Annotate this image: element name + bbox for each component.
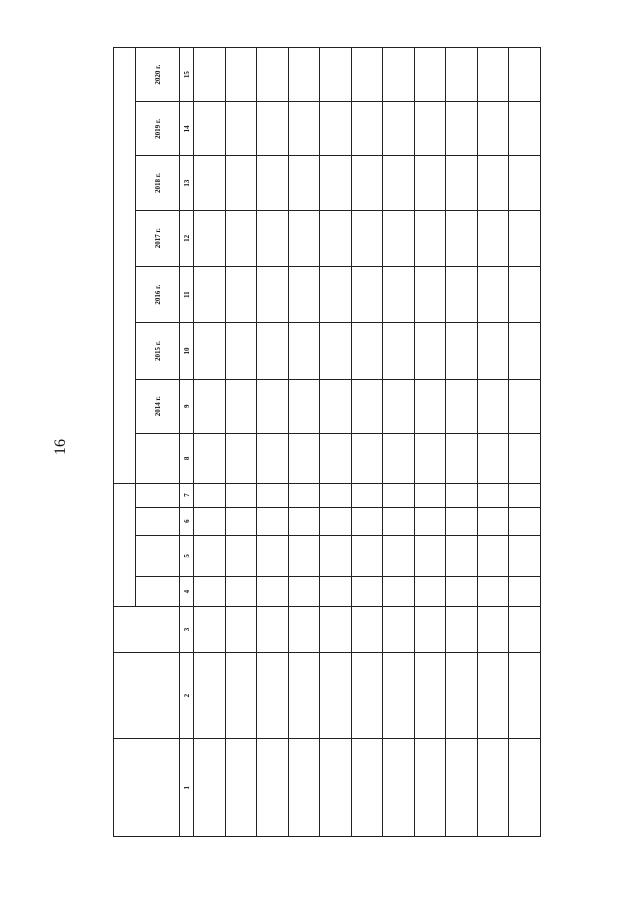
table-cell <box>446 535 478 576</box>
table-cell <box>257 323 289 379</box>
table-cell <box>414 535 446 576</box>
table-cell <box>225 607 257 653</box>
table-row <box>257 48 289 837</box>
table-cell <box>414 323 446 379</box>
table-cell <box>320 483 352 507</box>
table-row <box>446 48 478 837</box>
table-cell <box>477 739 509 837</box>
table-cell <box>477 379 509 433</box>
table-cell <box>288 323 320 379</box>
table-cell <box>288 507 320 535</box>
header-row-1 <box>114 48 136 837</box>
year-header: 2018 г. <box>136 156 180 210</box>
table-cell <box>414 607 446 653</box>
table-cell <box>194 739 226 837</box>
table-cell <box>383 652 415 739</box>
table-cell <box>414 102 446 156</box>
table-cell <box>288 156 320 210</box>
table-cell <box>257 535 289 576</box>
table-cell <box>383 156 415 210</box>
table-cell <box>194 483 226 507</box>
table-cell <box>351 576 383 606</box>
table-row <box>383 48 415 837</box>
table-cell <box>194 323 226 379</box>
table-cell <box>288 267 320 323</box>
table-cell <box>509 652 541 739</box>
table-cell <box>477 483 509 507</box>
table-cell <box>509 379 541 433</box>
year-header: 2015 г. <box>136 323 180 379</box>
table-cell <box>383 323 415 379</box>
header-cell-8 <box>136 507 180 535</box>
table-cell <box>351 210 383 266</box>
table-row <box>288 48 320 837</box>
table-cell <box>509 607 541 653</box>
table-cell <box>320 607 352 653</box>
table-cell <box>414 156 446 210</box>
table-cell <box>351 102 383 156</box>
table-row <box>320 48 352 837</box>
table-row <box>351 48 383 837</box>
table-cell <box>288 576 320 606</box>
table-cell <box>288 652 320 739</box>
table-cell <box>477 576 509 606</box>
table-cell <box>194 156 226 210</box>
table-cell <box>320 576 352 606</box>
budget-table-sheet <box>113 47 541 837</box>
table-cell <box>509 210 541 266</box>
table-cell <box>194 535 226 576</box>
table-cell <box>414 379 446 433</box>
table-cell <box>320 507 352 535</box>
table-row <box>414 48 446 837</box>
table-cell <box>288 210 320 266</box>
table-cell <box>225 156 257 210</box>
table-cell <box>477 102 509 156</box>
table-cell <box>446 48 478 102</box>
year-header: 2020 г. <box>136 48 180 102</box>
table-cell <box>257 102 289 156</box>
table-cell <box>414 483 446 507</box>
table-cell <box>477 323 509 379</box>
table-cell <box>194 102 226 156</box>
table-cell <box>446 576 478 606</box>
table-cell <box>225 379 257 433</box>
table-cell <box>257 739 289 837</box>
table-cell <box>414 507 446 535</box>
column-number: 12 <box>180 210 194 266</box>
table-cell <box>351 739 383 837</box>
table-cell <box>194 507 226 535</box>
budget-table <box>113 47 541 837</box>
table-cell <box>194 607 226 653</box>
table-cell <box>383 210 415 266</box>
table-cell <box>288 483 320 507</box>
table-cell <box>225 652 257 739</box>
table-cell <box>383 607 415 653</box>
page-number: 16 <box>52 439 69 455</box>
table-cell <box>509 739 541 837</box>
table-cell <box>288 102 320 156</box>
table-cell <box>383 535 415 576</box>
table-cell <box>225 535 257 576</box>
table-row <box>477 48 509 837</box>
table-cell <box>414 576 446 606</box>
table-cell <box>194 210 226 266</box>
table-cell <box>446 433 478 483</box>
table-cell <box>383 102 415 156</box>
column-number: 8 <box>180 433 194 483</box>
table-cell <box>383 379 415 433</box>
table-cell <box>446 102 478 156</box>
table-cell <box>225 739 257 837</box>
table-cell <box>446 739 478 837</box>
header-cell-7 <box>136 535 180 576</box>
table-cell <box>383 48 415 102</box>
table-cell <box>351 652 383 739</box>
table-cell <box>194 379 226 433</box>
table-cell <box>257 267 289 323</box>
table-cell <box>509 323 541 379</box>
table-cell <box>509 267 541 323</box>
table-cell <box>288 607 320 653</box>
table-cell <box>320 323 352 379</box>
table-cell <box>194 48 226 102</box>
table-cell <box>477 652 509 739</box>
table-cell <box>383 739 415 837</box>
table-cell <box>509 433 541 483</box>
table-row <box>194 48 226 837</box>
table-cell <box>225 267 257 323</box>
table-cell <box>320 102 352 156</box>
table-cell <box>509 576 541 606</box>
table-cell <box>477 156 509 210</box>
table-cell <box>194 576 226 606</box>
column-number: 4 <box>180 576 194 606</box>
table-cell <box>288 535 320 576</box>
header-cell-5 <box>114 48 136 484</box>
table-cell <box>383 483 415 507</box>
year-header: 2017 г. <box>136 210 180 266</box>
table-cell <box>225 483 257 507</box>
table-cell <box>351 607 383 653</box>
table-cell <box>446 379 478 433</box>
column-number: 3 <box>180 607 194 653</box>
table-cell <box>351 507 383 535</box>
column-number: 5 <box>180 535 194 576</box>
table-cell <box>257 379 289 433</box>
table-cell <box>477 267 509 323</box>
table-cell <box>351 323 383 379</box>
table-cell <box>351 156 383 210</box>
column-number: 10 <box>180 323 194 379</box>
table-cell <box>288 48 320 102</box>
table-cell <box>446 210 478 266</box>
table-cell <box>257 652 289 739</box>
column-number: 11 <box>180 267 194 323</box>
header-cell-1 <box>114 739 180 837</box>
table-cell <box>414 267 446 323</box>
table-cell <box>257 210 289 266</box>
table-cell <box>446 483 478 507</box>
table-cell <box>257 483 289 507</box>
table-row <box>225 48 257 837</box>
table-cell <box>383 576 415 606</box>
table-cell <box>320 535 352 576</box>
table-cell <box>509 483 541 507</box>
table-cell <box>446 156 478 210</box>
header-cell-4 <box>114 483 136 607</box>
table-cell <box>257 433 289 483</box>
table-cell <box>414 433 446 483</box>
column-number: 14 <box>180 102 194 156</box>
table-cell <box>414 48 446 102</box>
table-cell <box>288 739 320 837</box>
table-cell <box>257 48 289 102</box>
table-cell <box>225 102 257 156</box>
table-cell <box>320 156 352 210</box>
column-number: 15 <box>180 48 194 102</box>
table-cell <box>320 48 352 102</box>
table-cell <box>351 535 383 576</box>
table-cell <box>320 379 352 433</box>
table-cell <box>351 433 383 483</box>
column-number-row <box>180 48 194 837</box>
table-cell <box>257 507 289 535</box>
table-cell <box>414 739 446 837</box>
table-cell <box>383 433 415 483</box>
table-cell <box>194 433 226 483</box>
table-cell <box>320 739 352 837</box>
column-number: 13 <box>180 156 194 210</box>
header-cell-10 <box>136 433 180 483</box>
table-cell <box>477 48 509 102</box>
table-cell <box>194 652 226 739</box>
table-cell <box>194 267 226 323</box>
year-header: 2019 г. <box>136 102 180 156</box>
table-cell <box>446 607 478 653</box>
table-cell <box>446 323 478 379</box>
table-cell <box>351 483 383 507</box>
table-cell <box>257 576 289 606</box>
column-number: 2 <box>180 652 194 739</box>
year-header: 2016 г. <box>136 267 180 323</box>
table-cell <box>477 507 509 535</box>
table-cell <box>509 102 541 156</box>
table-cell <box>320 267 352 323</box>
table-cell <box>446 507 478 535</box>
table-cell <box>509 507 541 535</box>
table-cell <box>288 379 320 433</box>
year-header: 2014 г. <box>136 379 180 433</box>
header-cell-9 <box>136 483 180 507</box>
table-cell <box>509 535 541 576</box>
table-cell <box>320 210 352 266</box>
column-number: 1 <box>180 739 194 837</box>
column-number: 9 <box>180 379 194 433</box>
table-body <box>194 48 541 837</box>
table-cell <box>225 507 257 535</box>
column-number: 6 <box>180 507 194 535</box>
table-cell <box>320 652 352 739</box>
table-cell <box>351 48 383 102</box>
table-cell <box>383 267 415 323</box>
table-cell <box>414 652 446 739</box>
table-cell <box>351 379 383 433</box>
table-cell <box>225 210 257 266</box>
table-row <box>509 48 541 837</box>
table-cell <box>225 433 257 483</box>
table-cell <box>225 323 257 379</box>
column-number: 7 <box>180 483 194 507</box>
table-cell <box>225 48 257 102</box>
table-cell <box>225 576 257 606</box>
table-cell <box>257 607 289 653</box>
table-cell <box>509 48 541 102</box>
table-cell <box>257 156 289 210</box>
table-cell <box>383 507 415 535</box>
table-cell <box>477 210 509 266</box>
table-cell <box>446 652 478 739</box>
table-cell <box>288 433 320 483</box>
table-cell <box>477 433 509 483</box>
header-cell-2 <box>114 652 180 739</box>
table-cell <box>414 210 446 266</box>
table-cell <box>477 607 509 653</box>
header-cell-6 <box>136 576 180 606</box>
table-cell <box>446 267 478 323</box>
table-cell <box>477 535 509 576</box>
header-cell-3 <box>114 607 180 653</box>
table-cell <box>320 433 352 483</box>
table-cell <box>351 267 383 323</box>
table-cell <box>509 156 541 210</box>
